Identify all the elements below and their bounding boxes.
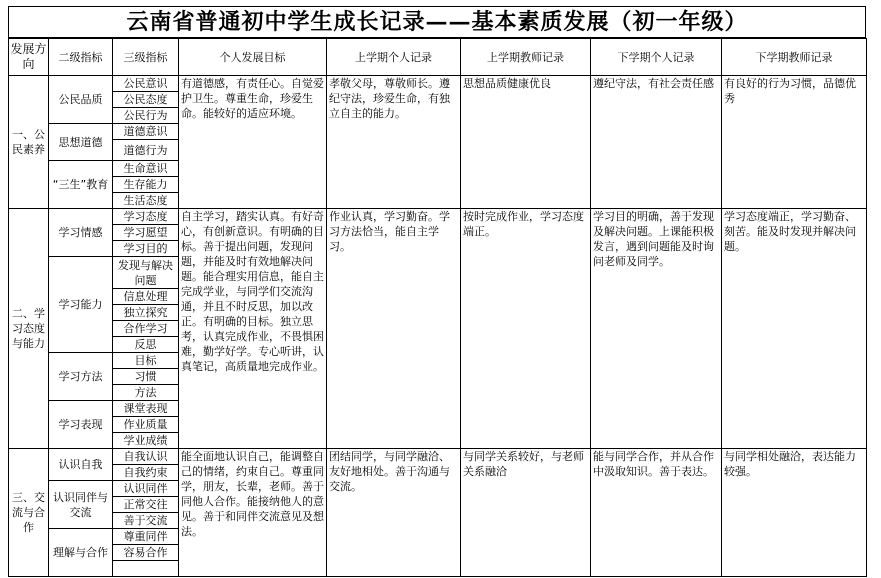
table-row xyxy=(9,76,867,92)
level3-cell: 目标 xyxy=(113,353,179,369)
level3-cell: 公民态度 xyxy=(113,92,179,108)
level3-cell: 学业成绩 xyxy=(113,433,179,449)
s2-personal-cell: 能与同学合作，并从合作中汲取知识。善于表达。 xyxy=(591,449,722,577)
level2-cell: “三生”教育 xyxy=(49,161,113,209)
level3-cell: 生存能力 xyxy=(113,177,179,193)
level2-cell: 学习表现 xyxy=(49,401,113,449)
header-level3: 三级指标 xyxy=(113,39,179,76)
direction-cell: 三、交流与合作 xyxy=(9,449,49,577)
level3-cell: 学习愿望 xyxy=(113,225,179,241)
level3-cell: 正常交往 xyxy=(113,497,179,513)
level3-cell: 自我约束 xyxy=(113,465,179,481)
level3-cell: 作业质量 xyxy=(113,417,179,433)
s2-teacher-cell: 学习态度端正，学习勤奋、刻苦。能及时发现并解决问题。 xyxy=(722,209,867,449)
header-s2-teacher: 下学期教师记录 xyxy=(722,39,867,76)
level3-cell: 生命意识 xyxy=(113,161,179,177)
table-row xyxy=(9,449,867,465)
header-s1-personal: 上学期个人记录 xyxy=(327,39,461,76)
s2-personal-cell: 遵纪守法，有社会责任感 xyxy=(591,76,722,209)
level3-cell: 习惯 xyxy=(113,369,179,385)
level3-cell: 发现与解决问题 xyxy=(113,257,179,289)
s2-teacher-cell: 有良好的行为习惯，品德优秀 xyxy=(722,76,867,209)
s1-teacher-cell: 与同学关系较好，与老师关系融洽 xyxy=(461,449,591,577)
level3-cell: 道德意识 xyxy=(113,124,179,140)
level2-cell: 公民品质 xyxy=(49,76,113,124)
s1-personal-cell: 孝敬父母，尊敬师长。遵纪守法，珍爱生命，有独立自主的能力。 xyxy=(327,76,461,209)
level3-cell: 反思 xyxy=(113,337,179,353)
level2-cell: 学习能力 xyxy=(49,257,113,353)
level3-cell: 方法 xyxy=(113,385,179,401)
level3-cell: 自我认识 xyxy=(113,449,179,465)
level2-cell: 学习方法 xyxy=(49,353,113,401)
level3-cell: 合作学习 xyxy=(113,321,179,337)
header-level2: 二级指标 xyxy=(49,39,113,76)
level3-cell: 独立探究 xyxy=(113,305,179,321)
s1-teacher-cell: 按时完成作业，学习态度端正。 xyxy=(461,209,591,449)
table-row xyxy=(9,209,867,225)
level2-cell: 思想道德 xyxy=(49,124,113,161)
header-s1-teacher: 上学期教师记录 xyxy=(461,39,591,76)
header-direction: 发展方向 xyxy=(9,39,49,76)
level3-cell: 道德行为 xyxy=(113,140,179,161)
s2-teacher-cell: 与同学相处融洽，表达能力较强。 xyxy=(722,449,867,577)
direction-cell: 二、学习态度与能力 xyxy=(9,209,49,449)
level3-cell: 公民行为 xyxy=(113,108,179,124)
level3-cell: 尊重同伴 xyxy=(113,529,179,545)
level2-cell: 认识同伴与交流 xyxy=(49,481,113,529)
level2-cell: 认识自我 xyxy=(49,449,113,481)
level2-cell: 理解与合作 xyxy=(49,529,113,577)
direction-cell: 一、公民素养 xyxy=(9,76,49,209)
level3-cell xyxy=(113,561,179,577)
level3-cell: 学习态度 xyxy=(113,209,179,225)
goal-cell: 有道德感，有责任心。自觉爱护卫生。尊重生命，珍爱生命。能较好的适应环境。 xyxy=(179,76,327,209)
level3-cell: 生活态度 xyxy=(113,193,179,209)
goal-cell: 能全面地认识自己，能调整自己的情绪，约束自己。尊重同学，朋友，长辈，老师。善于同他人合作。能接纳他人的意见。善于和同伴交流意见及想法。 xyxy=(179,449,327,577)
s1-personal-cell: 作业认真，学习勤奋。学习方法恰当，能自主学习。 xyxy=(327,209,461,449)
growth-record-table xyxy=(8,38,867,577)
level3-cell: 公民意识 xyxy=(113,76,179,92)
header-s2-personal: 下学期个人记录 xyxy=(591,39,722,76)
goal-cell: 自主学习，踏实认真。有好奇心，有创新意识。有明确的目标。善于提出问题，发现问题，并能及时有效地解决问题。能合理实用信息，能自主完成学业，与同学们交流沟通，并且不时反思，加以改正。有明确的目标。独立思考，认真完成作业，不畏惧困难，勤学好学。专心听讲，认真笔记，高质量地完成作业。 xyxy=(179,209,327,449)
level3-cell: 认识同伴 xyxy=(113,481,179,497)
header-row xyxy=(9,39,867,76)
s2-personal-cell: 学习目的明确，善于发现及解决问题。上课能积极发言，遇到问题能及时询问老师及同学。 xyxy=(591,209,722,449)
level3-cell: 课堂表现 xyxy=(113,401,179,417)
page-title: 云南省普通初中学生成长记录——基本素质发展（初一年级） xyxy=(8,6,866,38)
level3-cell: 学习目的 xyxy=(113,241,179,257)
s1-personal-cell: 团结同学，与同学融洽、友好地相处。善于沟通与交流。 xyxy=(327,449,461,577)
header-goal: 个人发展目标 xyxy=(179,39,327,76)
level3-cell: 信息处理 xyxy=(113,289,179,305)
s1-teacher-cell: 思想品质健康优良 xyxy=(461,76,591,209)
level3-cell: 善于交流 xyxy=(113,513,179,529)
level2-cell: 学习情感 xyxy=(49,209,113,257)
level3-cell: 容易合作 xyxy=(113,545,179,561)
